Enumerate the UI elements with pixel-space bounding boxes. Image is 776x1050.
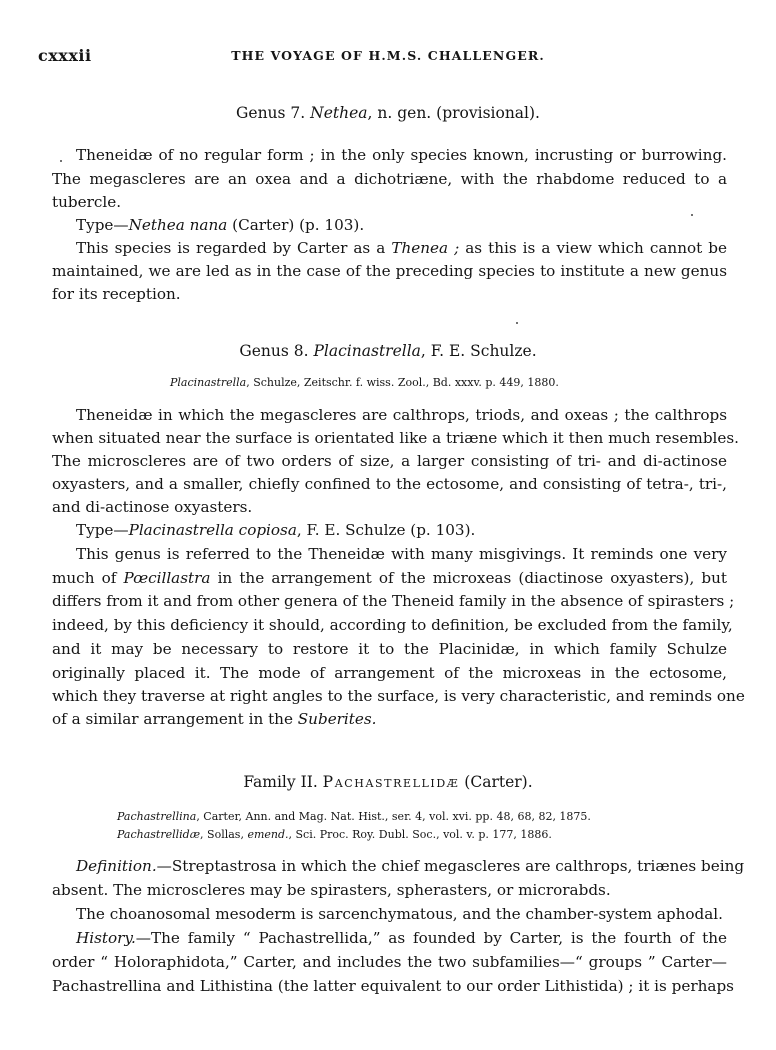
genus-7-suffix: , n. gen. (provisional). (367, 104, 540, 122)
family-number: Family II. (243, 773, 323, 791)
genus-8-number: Genus 8. (239, 342, 309, 360)
genus-7-para1-line-2: The megascleres are an oxea and a dichotriæne, with the rhabdome reduced to a (52, 170, 727, 188)
text-run: —The family “ Pachastrellida,” as founded by Carter, is the fourth of the (135, 929, 727, 947)
genus-7-para1-line-3: tubercle. (52, 193, 122, 211)
genus-7-type-name: Nethea nana (128, 216, 228, 234)
citation-emend: emend. (247, 828, 289, 841)
genus-8-para2-line-5: and it may be necessary to restore it to the Placinidæ, in which family Schulze (52, 640, 727, 658)
family-author: (Carter). (459, 773, 533, 791)
citation-taxon: Pachastrellina (117, 810, 197, 823)
family-citation-2 (117, 828, 552, 841)
history-line-1 (76, 926, 727, 950)
genus-thenea-name: Thenea ; (391, 239, 460, 257)
print-speck (691, 214, 693, 216)
text-run: in the arrangement of the microxeas (diactinose oxyasters), but (210, 569, 728, 587)
genus-7-para2-line-3: for its reception. (52, 285, 181, 303)
text-run: This species is regarded by Carter as a (76, 239, 392, 257)
genus-8-para1-line-4: oxyasters, and a smaller, chiefly confined to the ectosome, and consisting of tetra-, tri-, (52, 475, 727, 493)
genus-7-number: Genus 7. (236, 104, 306, 122)
text-run: as this is a view which cannot be (459, 239, 727, 257)
definition-line-2: absent. The microscleres may be spirasters, spherasters, or microrabds. (52, 881, 611, 899)
genus-8-para1-line-2: when situated near the surface is orientated like a triæne which it then much resembles. (52, 429, 740, 447)
history-line-3: Pachastrellina and Lithistina (the latter equivalent to our order Lithistida) ; it is perhaps (52, 977, 734, 995)
genus-suberites-name: Suberites. (297, 710, 377, 728)
genus-7-name: Nethea (310, 104, 368, 122)
type-label: Type— (76, 216, 129, 234)
citation-ref: , Sci. Proc. Roy. Dubl. Soc., vol. v. p. 177, 1886. (288, 828, 552, 841)
genus-8-para2-line-8 (52, 707, 727, 731)
genus-7-para1-line-1: Theneidæ of no regular form ; in the only species known, incrusting or burrowing. (76, 146, 727, 164)
page-header (0, 46, 776, 70)
family-name: Pachastrellidæ (322, 773, 460, 791)
choanosome-line: The choanosomal mesoderm is sarcenchymatous, and the chamber-system aphodal. (76, 905, 723, 923)
family-2-heading (0, 773, 776, 791)
genus-7-para2-line-1 (76, 236, 727, 260)
genus-8-name: Placinastrella (313, 342, 421, 360)
print-speck (60, 160, 62, 162)
page-number: cxxxii (38, 46, 92, 65)
genus-8-citation (170, 376, 559, 389)
history-line-2: order “ Holoraphidota,” Carter, and includes the two subfamilies—“ groups ” Carter— (52, 953, 727, 971)
genus-8-para2-line-6: originally placed it. The mode of arrangement of the microxeas in the ectosome, (52, 664, 727, 682)
text-run: —Streptastrosa in which the chief megascleres are calthrops, triænes being (156, 857, 745, 875)
genus-7-heading (0, 104, 776, 122)
family-citation-1 (117, 810, 591, 823)
genus-8-para2-line-3: differs from it and from other genera of the Theneid family in the absence of spirasters ; (52, 592, 735, 610)
genus-8-para1-line-3: The microscleres are of two orders of size, a larger consisting of tri- and di-actinose (52, 452, 727, 470)
type-label: Type— (76, 521, 129, 539)
genus-8-para2-line-7: which they traverse at right angles to the surface, is very characteristic, and reminds one (52, 687, 745, 705)
genus-poecillastra-name: Pœcillastra (123, 569, 211, 587)
genus-8-para2-line-4: indeed, by this deficiency it should, according to definition, be excluded from the family, (52, 616, 733, 634)
citation-author: , Sollas, (200, 828, 248, 841)
genus-8-type-line (76, 518, 727, 542)
genus-8-type-name: Placinastrella copiosa (128, 521, 297, 539)
genus-7-para2-line-2: maintained, we are led as in the case of the preceding species to institute a new genus (52, 262, 727, 280)
genus-7-type-ref: (Carter) (p. 103). (227, 216, 365, 234)
citation-ref: , Schulze, Zeitschr. f. wiss. Zool., Bd. xxxv. p. 449, 1880. (246, 376, 559, 389)
genus-7-type-line (76, 213, 727, 237)
text-run: of a similar arrangement in the (52, 710, 298, 728)
genus-8-para1-line-5: and di-actinose oxyasters. (52, 498, 253, 516)
genus-8-para2-line-1: This genus is referred to the Theneidæ with many misgivings. It reminds one very (76, 545, 727, 563)
genus-8-suffix: , F. E. Schulze. (420, 342, 537, 360)
citation-ref: , Carter, Ann. and Mag. Nat. Hist., ser. 4, vol. xvi. pp. 48, 68, 82, 1875. (196, 810, 591, 823)
citation-genus: Placinastrella (170, 376, 247, 389)
running-title: THE VOYAGE OF H.M.S. CHALLENGER. (231, 48, 545, 63)
definition-label: Definition. (76, 857, 157, 875)
print-speck (516, 322, 518, 324)
genus-8-type-ref: , F. E. Schulze (p. 103). (296, 521, 476, 539)
history-label: History. (76, 929, 136, 947)
citation-taxon: Pachastrellidæ (117, 828, 201, 841)
genus-8-para1-line-1: Theneidæ in which the megascleres are calthrops, triods, and oxeas ; the calthrops (76, 406, 727, 424)
text-run: much of (52, 569, 124, 587)
genus-8-para2-line-2 (52, 566, 727, 590)
definition-line-1 (76, 854, 745, 878)
genus-8-heading (0, 342, 776, 360)
